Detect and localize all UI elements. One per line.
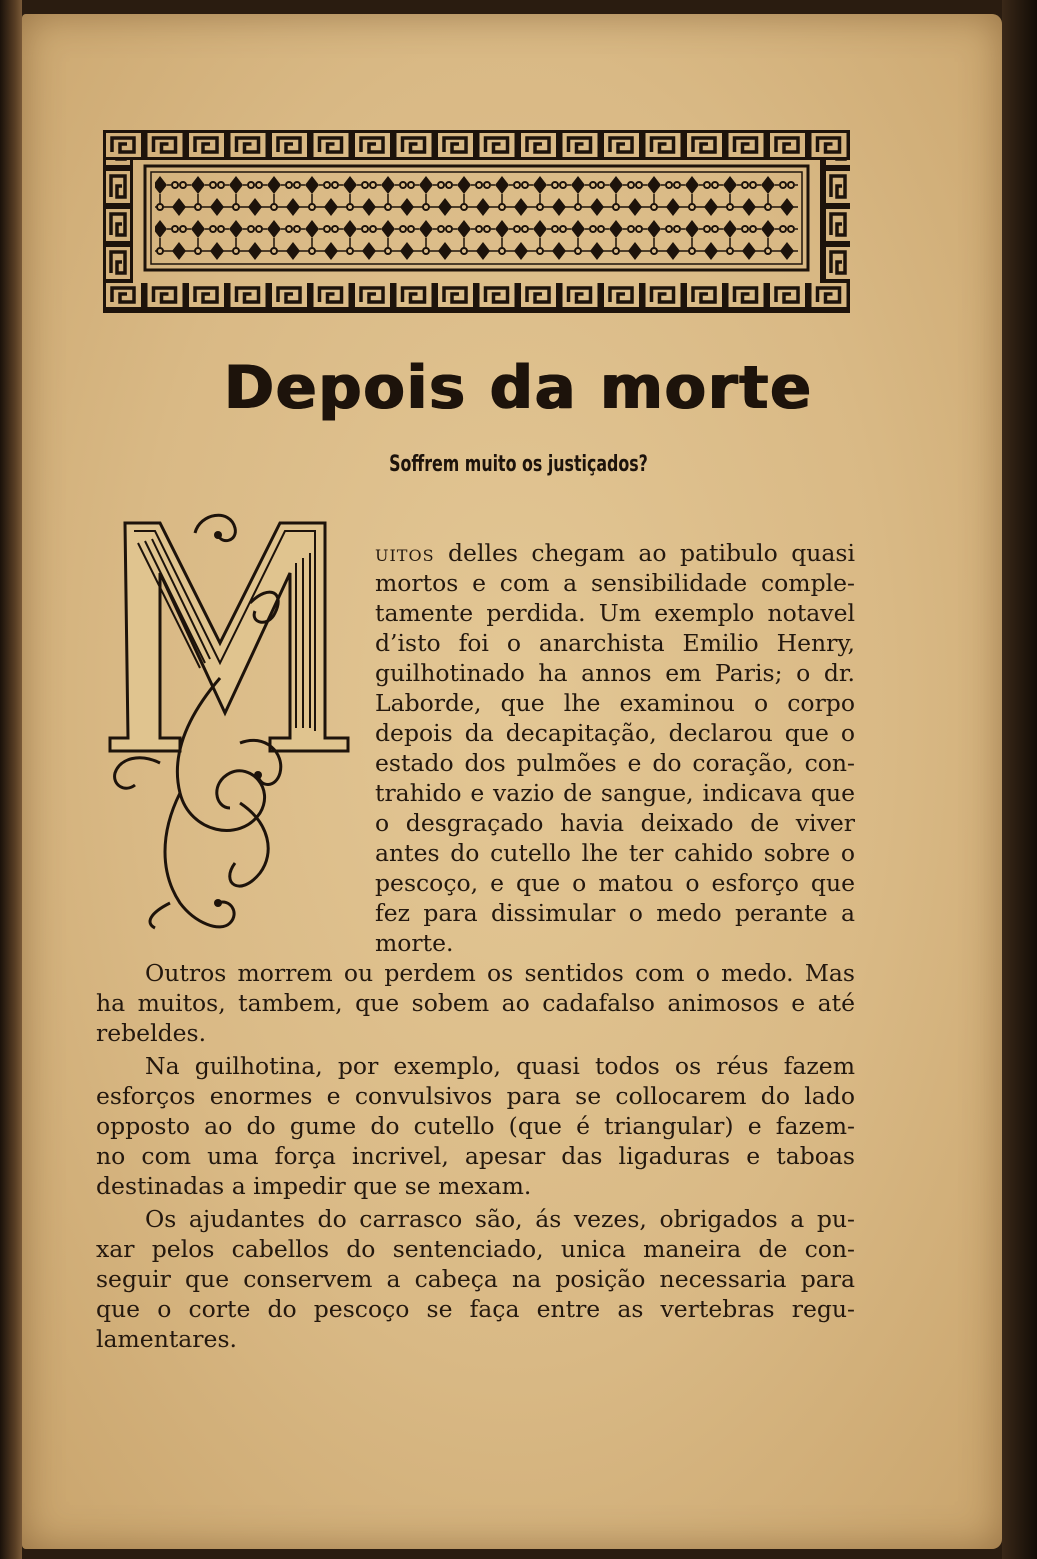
body-line: lamentares. (96, 1325, 237, 1353)
body-line: no com uma força incrivel, apesar das ligaduras e taboas (96, 1142, 855, 1170)
article-subtitle: Soffrem muito os justiçados? (389, 452, 648, 477)
line-text: delles chegam ao patibulo quasi (434, 539, 855, 567)
body-line: guilhotinado ha annos em Paris; o dr. (375, 659, 855, 687)
body-line: antes do cutello lhe ter cahido sobre o (375, 839, 855, 867)
body-line: xar pelos cabellos do sentenciado, unica maneira de con- (96, 1235, 855, 1263)
body-line: pescoço, e que o matou o esforço que (375, 869, 855, 897)
first-word-rest: uitos (375, 539, 435, 567)
body-line: Os ajudantes do carrasco são, ás vezes, obrigados a pu- (145, 1205, 855, 1233)
body-line: Laborde, que lhe examinou o corpo (375, 689, 855, 717)
body-line: morte. (375, 929, 454, 957)
body-line: tamente perdida. Um exemplo notavel (375, 599, 855, 627)
body-line: Outros morrem ou perdem os sentidos com o medo. Mas (145, 959, 855, 987)
body-line: seguir que conservem a cabeça na posição necessaria para (96, 1265, 855, 1293)
body-line: esforços enormes e convulsivos para se collocarem do lado (96, 1082, 855, 1110)
body-line: trahido e vazio de sangue, indicava que (375, 779, 855, 807)
article-title: Depois da morte (224, 353, 813, 423)
body-line: o desgraçado havia deixado de viver (375, 809, 855, 837)
body-line: mortos e com a sensibilidade comple- (375, 569, 855, 597)
body-line: depois da decapitação, declarou que o (375, 719, 855, 747)
body-line: ha muitos, tambem, que sobem ao cadafalso animosos e até (96, 989, 855, 1017)
body-line: fez para dissimular o medo perante a (375, 899, 855, 927)
body-line: que o corte do pescoço se faça entre as vertebras regu- (96, 1295, 855, 1323)
body-line: estado dos pulmões e do coração, con- (375, 749, 855, 777)
body-line: Na guilhotina, por exemplo, quasi todos os réus fazem (145, 1052, 855, 1080)
body-line: opposto ao do gume do cutello (que é triangular) e fazem- (96, 1112, 855, 1140)
body-line: rebeldes. (96, 1019, 207, 1047)
body-line (375, 538, 855, 568)
body-line: destinadas a impedir que se mexam. (96, 1172, 532, 1200)
body-line: d’isto foi o anarchista Emilio Henry, (375, 629, 855, 657)
